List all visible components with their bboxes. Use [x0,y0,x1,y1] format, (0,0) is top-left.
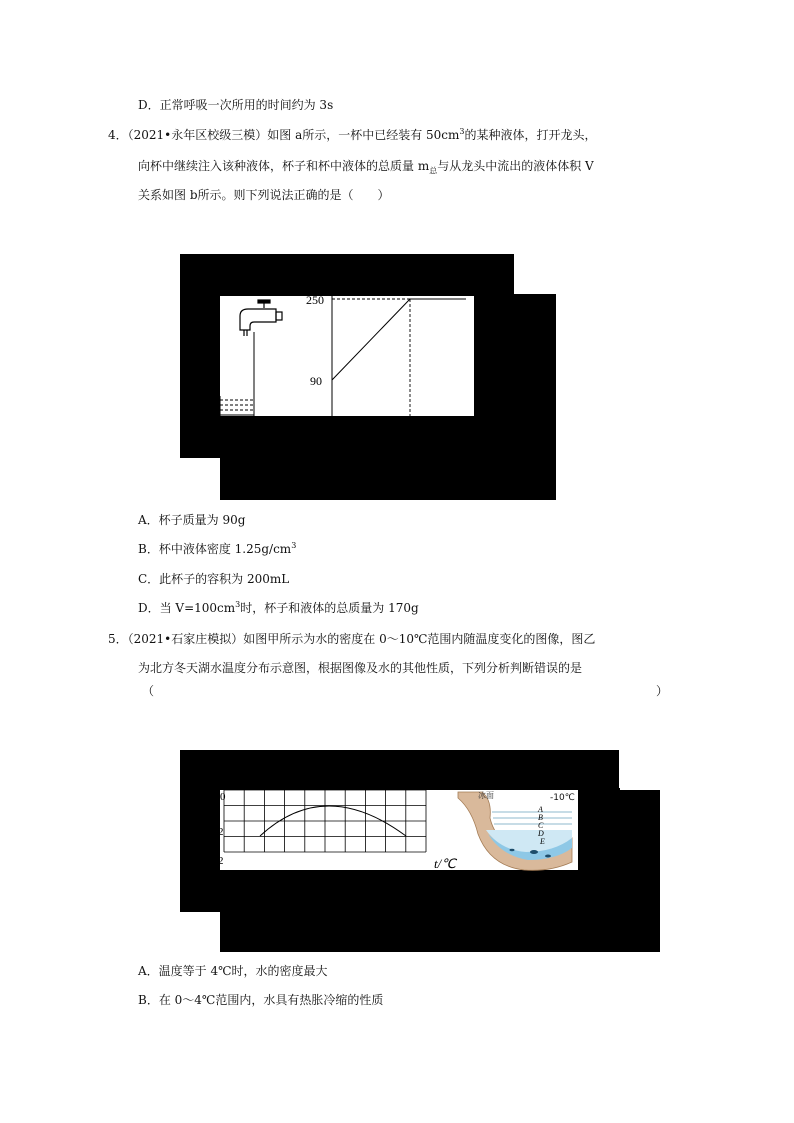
q5-axis-fragment-bot: 2 [218,855,224,867]
q4-option-a-text: A．杯子质量为 90g [138,513,246,527]
q4-option-d [138,600,419,616]
q4-option-d-sup: 3 [235,600,241,609]
q4-label-250: 250 [306,293,324,307]
q4-redaction-top [180,254,514,296]
fish-icon [530,850,538,854]
q5-layer-c: C [538,821,544,830]
q5-line2-text: 为北方冬天湖水温度分布示意图，根据图像及水的其他性质，下列分析判断错误的是 [138,661,583,675]
q5-stem-line2 [138,660,582,676]
q4-line2-tail: 与从龙头中流出的液体体积 V [437,159,594,173]
q5-option-a-text: A．温度等于 4℃时，水的密度最大 [138,964,328,978]
q4-redaction-band [180,416,514,458]
q5-stem-line1 [108,631,595,647]
q4-graph [306,293,466,416]
q4-line2-text: 向杯中继续注入该种液体，杯子和杯中液体的总质量 m [138,159,430,173]
q3-option-d-text: D．正常呼吸一次所用的时间约为 3s [138,98,334,112]
q3-option-d [138,97,333,113]
q5-redaction-bottom [220,912,620,952]
cup-icon [220,332,254,416]
q4-line3-text: 关系如图 b所示。则下列说法正确的是（ ） [138,188,390,202]
q5-figure-panel [220,790,578,870]
q4-option-c [138,571,289,587]
q5-paren-open-text: （ [142,684,155,698]
q5-axis-fragment-mid: 2 [218,826,224,838]
q4-figure-panel [220,293,474,416]
q5-redaction-top [180,750,619,790]
q4-option-b-text: B．杯中液体密度 1.25g/cm [138,542,292,556]
q5-redaction-right-inner [578,788,620,870]
q5-option-b [138,992,383,1008]
q5-temp-label: -10℃ [550,793,575,803]
q5-option-b-text: B．在 0～4℃范围内，水具有热胀冷缩的性质 [138,993,384,1007]
q5-layer-d: D [538,829,544,838]
q4-option-b [138,541,296,557]
fish-icon-small [545,855,551,858]
q4-option-d-tail: 时，杯子和液体的总质量为 170g [240,601,419,615]
q5-layer-a: A [538,805,543,814]
q5-axis-fragment-top: 0 [220,791,226,803]
q4-option-c-text: C．此杯子的容积为 200mL [138,572,290,586]
q5-grid [224,790,426,852]
q5-redaction-right [620,790,660,952]
q4-line1-text: 4．（2021•永年区校级三模）如图 a所示，一杯中已经装有 50cm [108,128,460,142]
q5-paren-open [142,683,154,699]
q4-line1-sup: 3 [459,127,465,136]
q5-ice-label: 冰面 [478,791,494,800]
q5-layer-b: B [538,813,543,822]
lake-diagram [458,790,575,870]
q4-stem-line1 [108,127,597,143]
q4-line-rise [332,299,410,380]
q4-stem-line3 [138,187,390,203]
q4-redaction-bottom [220,458,514,500]
q4-label-90: 90 [310,374,322,388]
q4-option-d-text: D．当 V=100cm [138,601,236,615]
q4-line1-tail: 的某种液体，打开龙头， [464,128,597,142]
q5-paren-close [656,683,668,699]
fish-icon-tiny [510,849,515,851]
q5-line1-text: 5．（2021•石家庄模拟）如图甲所示为水的密度在 0～10℃范围内随温度变化的图像，图乙 [108,632,596,646]
q5-t-axis-label: t/℃ [434,856,456,871]
q4-line2-sub: 总 [429,166,438,176]
q4-stem-line2 [138,158,594,174]
q4-option-b-sup: 3 [291,541,297,550]
faucet-icon [240,300,282,336]
q5-layer-e: E [540,837,545,846]
q5-redaction-band [180,870,620,912]
q4-option-a [138,512,245,528]
q5-option-a [138,963,328,979]
q5-paren-close-text: ） [656,684,669,698]
